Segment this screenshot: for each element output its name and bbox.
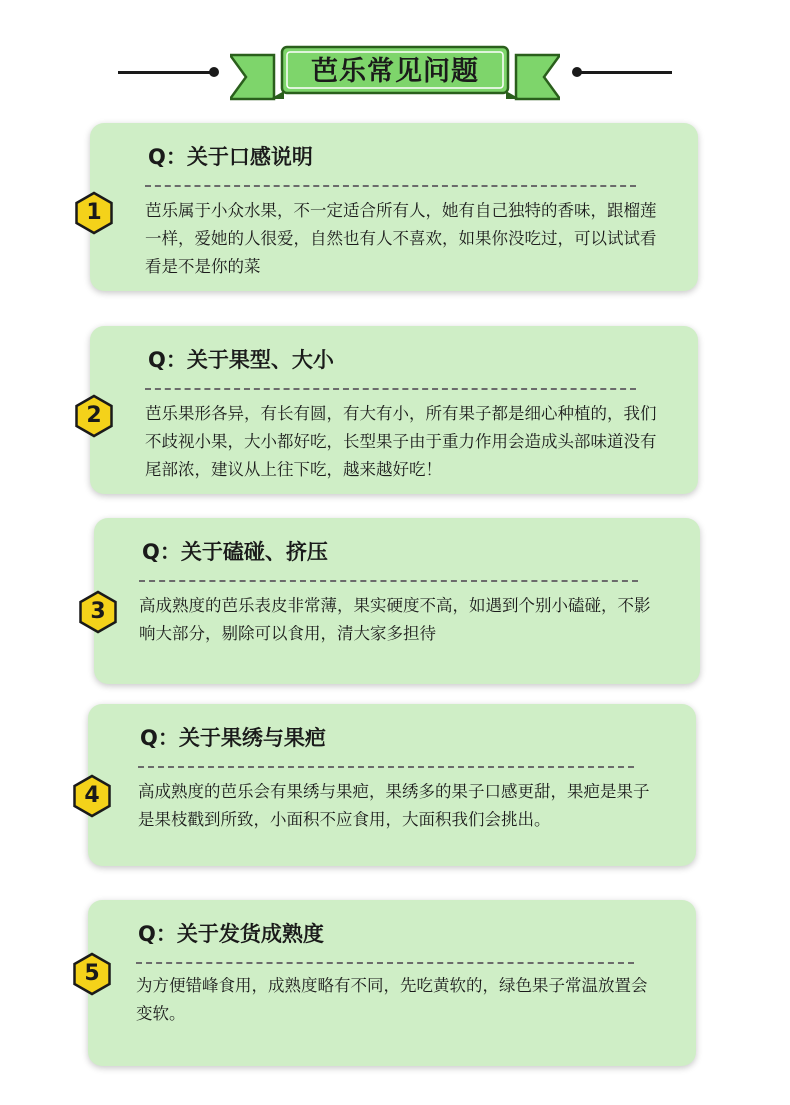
question-title: Q：关于发货成熟度 — [138, 922, 324, 946]
faq-card-2 — [86, 326, 698, 494]
badge-number: 2 — [86, 403, 102, 428]
badge-number: 5 — [84, 961, 100, 986]
faq-card-1 — [86, 123, 698, 291]
dashed-divider — [145, 388, 636, 390]
dashed-divider — [138, 766, 634, 768]
answer-text: 芭乐果形各异，有长有圆，有大有小，所有果子都是细心种植的，我们不歧视小果，大小都好吃，长型果子由于重力作用会造成头部味道没有尾部浓，建议从上往下吃，越来越好吃！ — [145, 404, 657, 479]
faq-card-5 — [84, 900, 696, 1066]
dashed-divider — [139, 580, 638, 582]
badge-number: 3 — [90, 599, 106, 624]
answer-text: 高成熟度的芭乐表皮非常薄，果实硬度不高，如遇到个别小磕碰，不影响大部分，剔除可以食用，清大家多担待 — [139, 596, 651, 643]
dashed-divider — [145, 185, 636, 187]
answer-text: 为方便错峰食用，成熟度略有不同，先吃黄软的，绿色果子常温放置会变软。 — [136, 976, 648, 1023]
header-left-line — [118, 71, 214, 74]
number-badge — [74, 191, 114, 235]
page-header — [0, 30, 790, 110]
question-title: Q：关于果型、大小 — [148, 348, 334, 372]
question-title: Q：关于磕碰、挤压 — [142, 540, 328, 564]
dashed-divider — [136, 962, 634, 964]
header-right-dot — [572, 67, 582, 77]
number-badge — [74, 394, 114, 438]
badge-number: 4 — [84, 783, 100, 808]
badge-number: 1 — [86, 200, 102, 225]
header-left-dot — [209, 67, 219, 77]
faq-card-3 — [90, 518, 700, 684]
header-right-line — [576, 71, 672, 74]
question-title: Q：关于果绣与果疤 — [140, 726, 326, 750]
answer-text: 高成熟度的芭乐会有果绣与果疤，果绣多的果子口感更甜，果疤是果子是果枝戳到所致，小面积不应食用，大面积我们会挑出。 — [138, 782, 650, 829]
number-badge — [72, 952, 112, 996]
title-ribbon — [230, 45, 560, 105]
question-title: Q：关于口感说明 — [148, 145, 313, 169]
number-badge — [72, 774, 112, 818]
page-title: 芭乐常见问题 — [311, 56, 479, 87]
answer-text: 芭乐属于小众水果，不一定适合所有人，她有自己独特的香味，跟榴莲一样，爱她的人很爱，自然也有人不喜欢，如果你没吃过，可以试试看看是不是你的菜 — [145, 201, 657, 276]
faq-card-4 — [84, 704, 696, 866]
number-badge — [78, 590, 118, 634]
